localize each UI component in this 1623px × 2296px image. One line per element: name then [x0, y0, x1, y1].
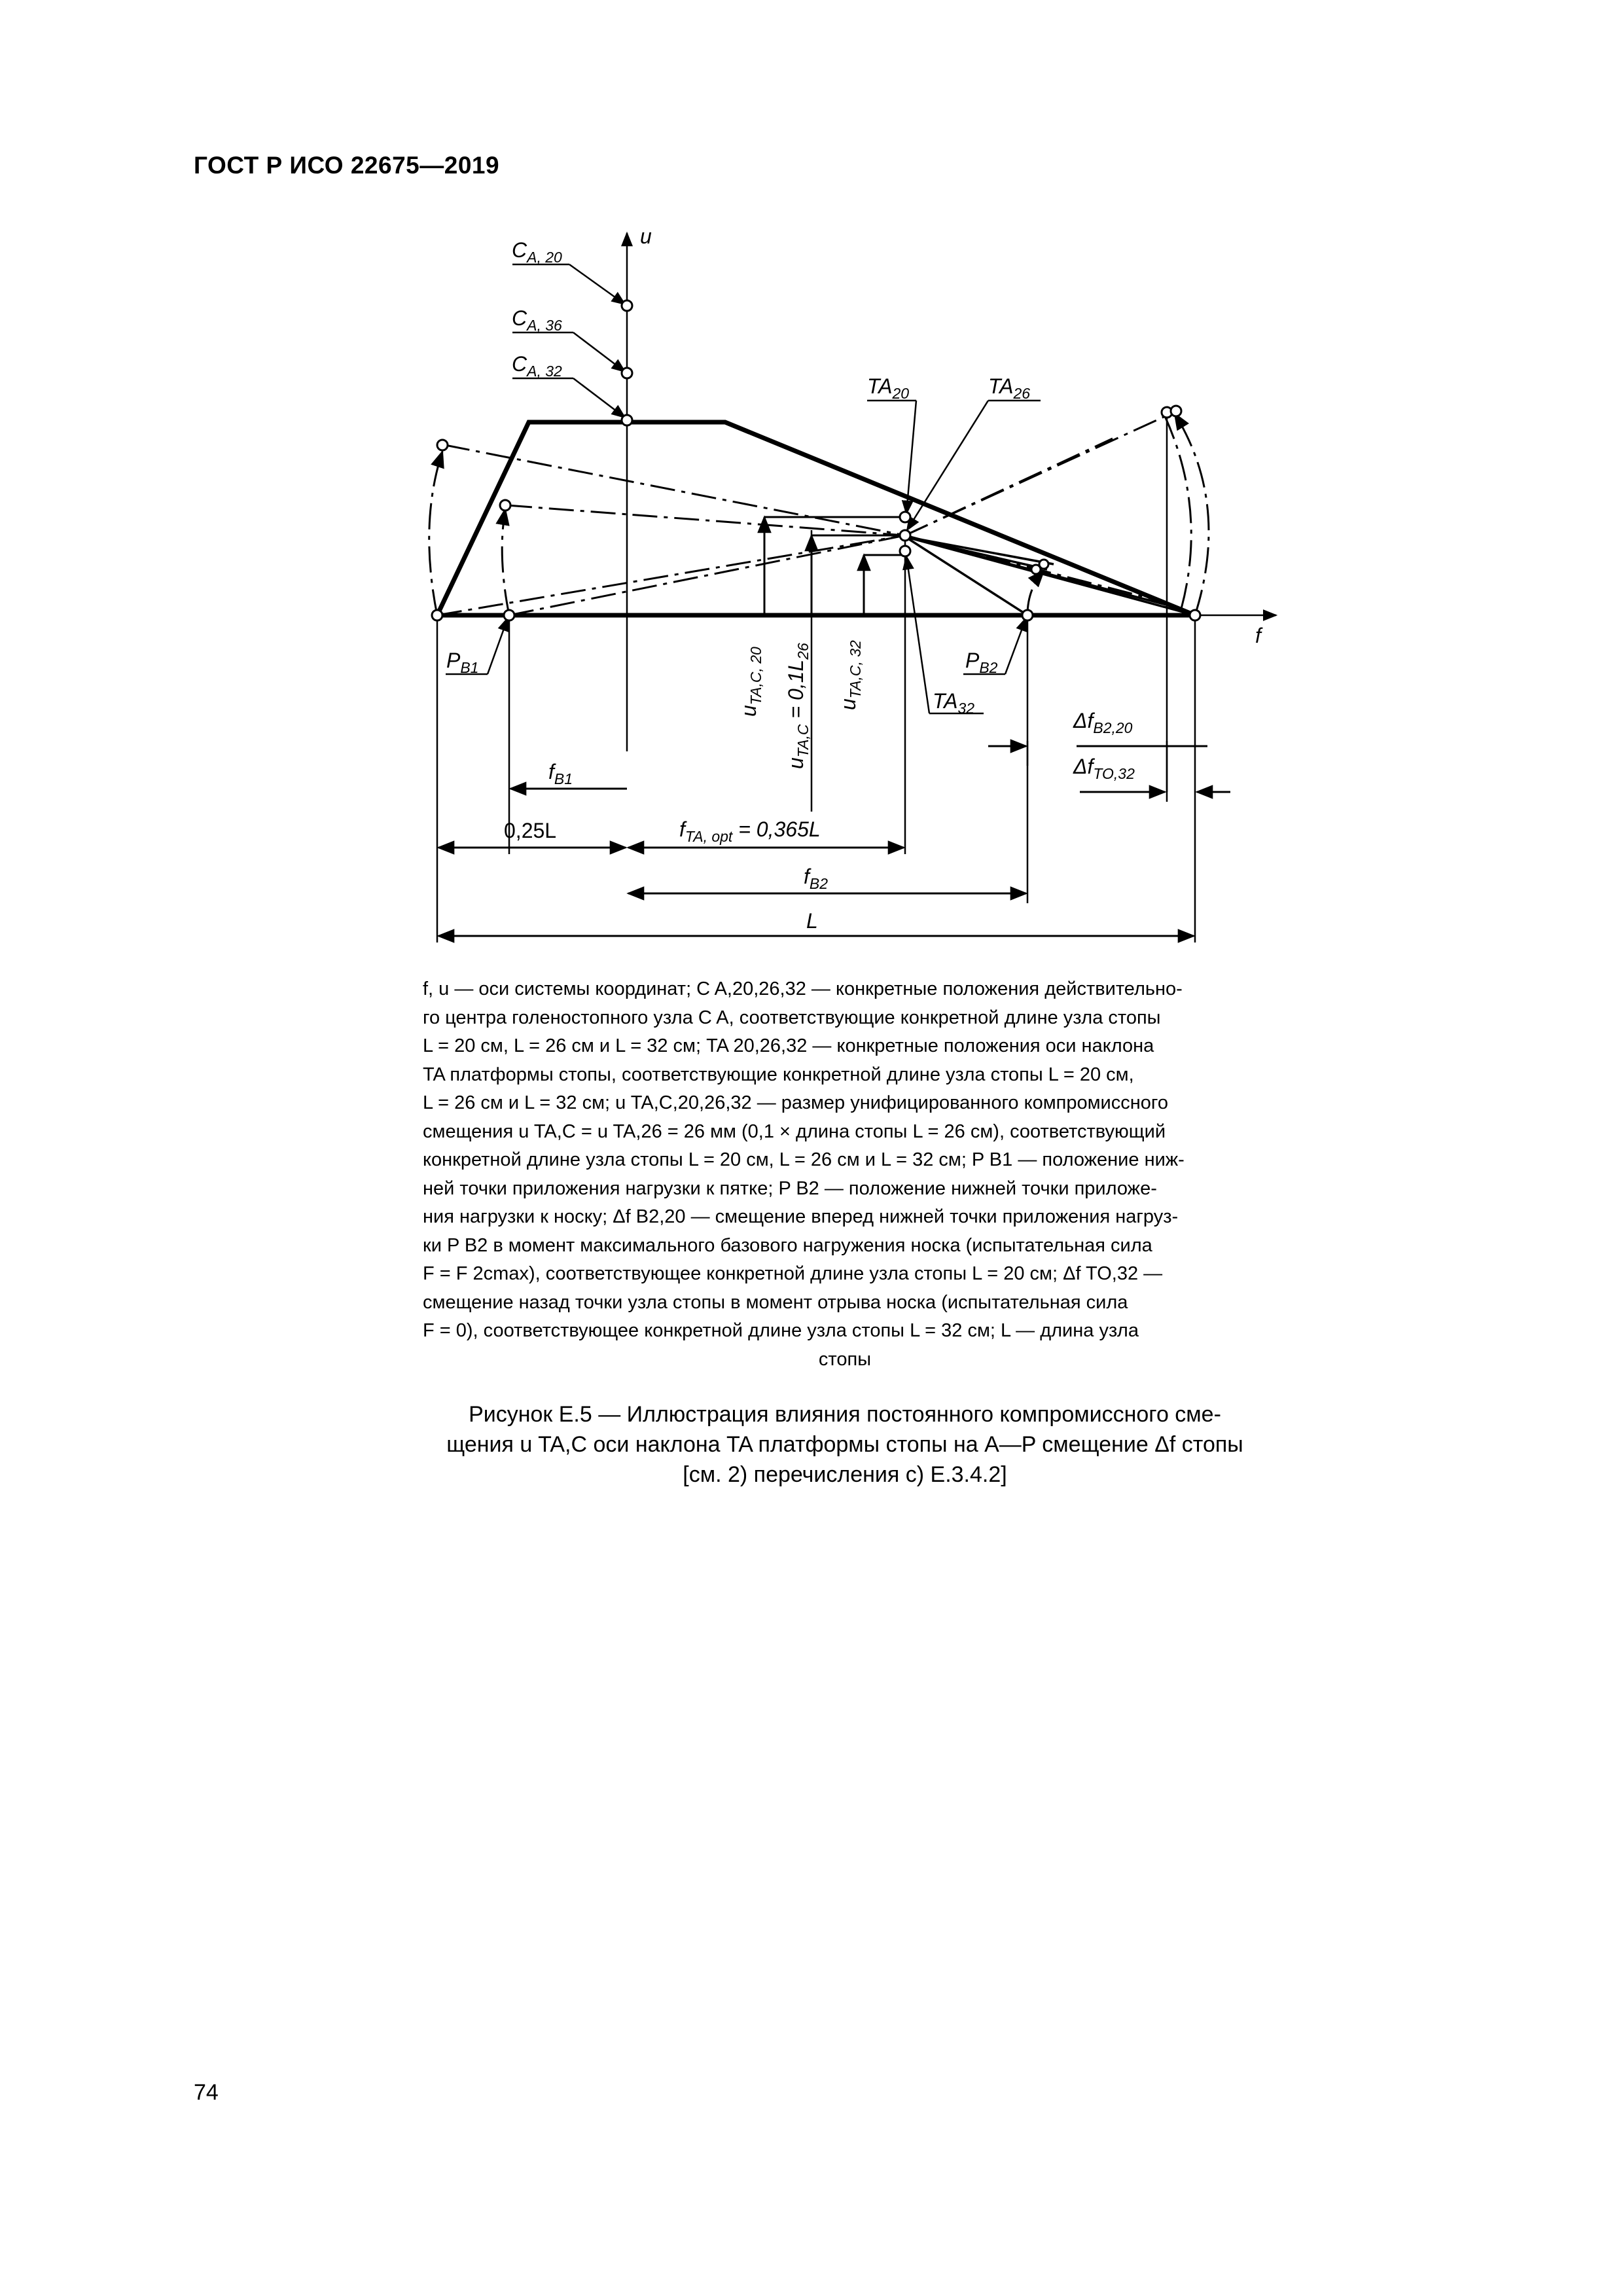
point-labels [446, 238, 1030, 717]
legend-line: стопы [818, 1348, 872, 1370]
document-header: ГОСТ Р ИСО 22675—2019 [194, 152, 500, 179]
vertical-guides [437, 412, 1195, 942]
h-dimension-labels [504, 709, 1135, 933]
point-pb1 [504, 610, 514, 620]
point-pb1-origin [432, 610, 442, 620]
f-axis-label: f [1255, 624, 1261, 647]
figure-e5-diagram [0, 0, 1623, 969]
legend-line: TA платформы стопы, соответствующие конкретной длине узла стопы L = 20 см, [423, 1064, 1134, 1085]
legend-line: смещения u TA,C = u TA,26 = 26 мм (0,1 × длина стопы L = 26 см), соответствующий [423, 1121, 1166, 1142]
point-toe [1190, 610, 1200, 620]
page-number: 74 [194, 2080, 219, 2105]
legend-line: конкретной длине узла стопы L = 20 см, L = 26 см и L = 32 см; P B1 — положение ниж- [423, 1149, 1185, 1170]
legend-line: F = 0), соответствующее конкретной длине узла стопы L = 32 см; L — длина узла [423, 1320, 1139, 1341]
label-ca36: $C_{A, 36}$ [512, 306, 562, 334]
u-dimension-arrows [764, 517, 905, 615]
legend-line: го центра голеностопного узла C A, соответствующие конкретной длине узла стопы [423, 1007, 1161, 1028]
label-u26: $u_{TA,C} = 0,1L_{26}$ [784, 643, 812, 769]
label-fb1: $f_{B1}$ [548, 760, 573, 787]
figure-caption [423, 1399, 1267, 1490]
legend-line: ней точки приложения нагрузки к пятке; P B2 — положение нижней точки приложе- [423, 1177, 1157, 1199]
label-ca20: $C_{A, 20}$ [512, 238, 562, 266]
figure-legend [423, 975, 1267, 1374]
label-ta20: $TA_{20}$ [867, 374, 910, 402]
point-ta32 [900, 546, 910, 556]
point-ta20 [900, 512, 910, 522]
caption-line-2: щения u TA,C оси наклона TA платформы стопы на A—P смещение Δf стопы [446, 1432, 1243, 1457]
point-ca20 [622, 300, 632, 311]
label-length: L [806, 909, 818, 933]
point-pb2-b [1039, 560, 1048, 569]
point-ta26 [900, 530, 910, 541]
label-ta32: $TA_{32}$ [933, 689, 975, 717]
label-dfb2: $\Delta f_{B2,20}$ [1073, 709, 1133, 736]
label-ca32: $C_{A, 32}$ [512, 352, 562, 380]
caption-line-3: [см. 2) перечисления с) Е.3.4.2] [683, 1462, 1007, 1487]
point-ca32 [622, 415, 632, 425]
point-toe-b [1171, 406, 1181, 416]
label-pb1: $P_{B1}$ [446, 649, 479, 676]
legend-line: L = 26 см и L = 32 см; u TA,C,20,26,32 — размер унифицированного компромиссного [423, 1092, 1168, 1113]
u-dimension-labels [737, 640, 864, 769]
ta-lines [905, 537, 1195, 615]
point-pb2 [1022, 610, 1033, 620]
label-ta26: $TA_{26}$ [988, 374, 1031, 402]
legend-line: f, u — оси системы координат; C A,20,26,32 — конкретные положения действительно- [423, 978, 1183, 999]
label-dfto: $\Delta f_{TO,32}$ [1073, 755, 1135, 782]
label-quarter: 0,25L [504, 819, 557, 842]
point-a [437, 440, 448, 450]
point-b [500, 500, 510, 511]
legend-line: смещение назад точки узла стопы в момент отрыва носка (испытательная сила [423, 1291, 1128, 1313]
point-ca36 [622, 368, 632, 378]
caption-line-1: Рисунок Е.5 — Иллюстрация влияния постоянного компромиссного сме- [469, 1402, 1221, 1427]
label-ftaopt: $f_{TA, opt} = 0,365L$ [679, 817, 821, 845]
label-pb2: $P_{B2}$ [965, 649, 998, 676]
legend-line: F = F 2cmax), соответствующее конкретной длине узла стопы L = 20 см; Δf TO,32 — [423, 1263, 1163, 1284]
label-u32: $u_{TA,C, 32}$ [836, 640, 864, 710]
label-u20: $u_{TA,C, 20}$ [737, 647, 764, 717]
legend-line: ки P B2 в момент максимального базового нагружения носка (испытательная сила [423, 1234, 1152, 1256]
legend-line: ния нагрузки к носку; Δf B2,20 — смещение вперед нижней точки приложения нагруз- [423, 1206, 1179, 1227]
u-axis-label: u [640, 224, 652, 248]
label-fb2: $f_{B2}$ [804, 865, 829, 892]
dash-dot-lines [437, 411, 1177, 615]
legend-line: L = 20 см, L = 26 см и L = 32 см; TA 20,26,32 — конкретные положения оси наклона [423, 1035, 1154, 1056]
